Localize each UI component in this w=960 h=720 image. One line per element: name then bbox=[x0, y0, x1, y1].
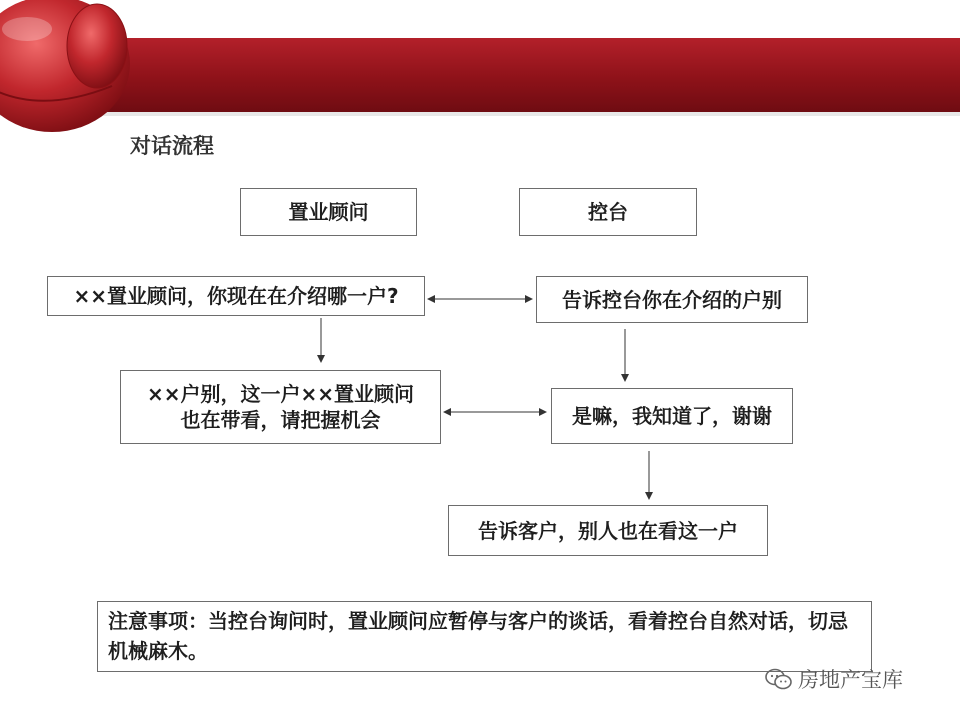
header-box-consultant: 置业顾问 bbox=[240, 188, 417, 236]
node-tell-console-unit: 告诉控台你在介绍的户别 bbox=[536, 276, 808, 323]
wechat-icon bbox=[764, 667, 794, 691]
node-unit-also-viewing-line2: 也在带看，请把握机会 bbox=[180, 408, 381, 432]
node-question-which-unit: ××置业顾问，你现在在介绍哪一户? bbox=[47, 276, 425, 316]
watermark-text: 房地产宝库 bbox=[798, 668, 903, 692]
node-acknowledge: 是嘛，我知道了，谢谢 bbox=[551, 388, 793, 444]
node-unit-also-viewing-line1: ××户别，这一户××置业顾问 bbox=[146, 382, 415, 406]
header-box-console: 控台 bbox=[519, 188, 697, 236]
watermark bbox=[764, 664, 903, 694]
note-box: 注意事项：当控台询问时，置业顾问应暂停与客户的谈话，看着控台自然对话，切忌机械麻木。 bbox=[97, 601, 872, 672]
node-tell-customer: 告诉客户，别人也在看这一户 bbox=[448, 505, 768, 556]
section-title: 对话流程 bbox=[130, 134, 214, 158]
